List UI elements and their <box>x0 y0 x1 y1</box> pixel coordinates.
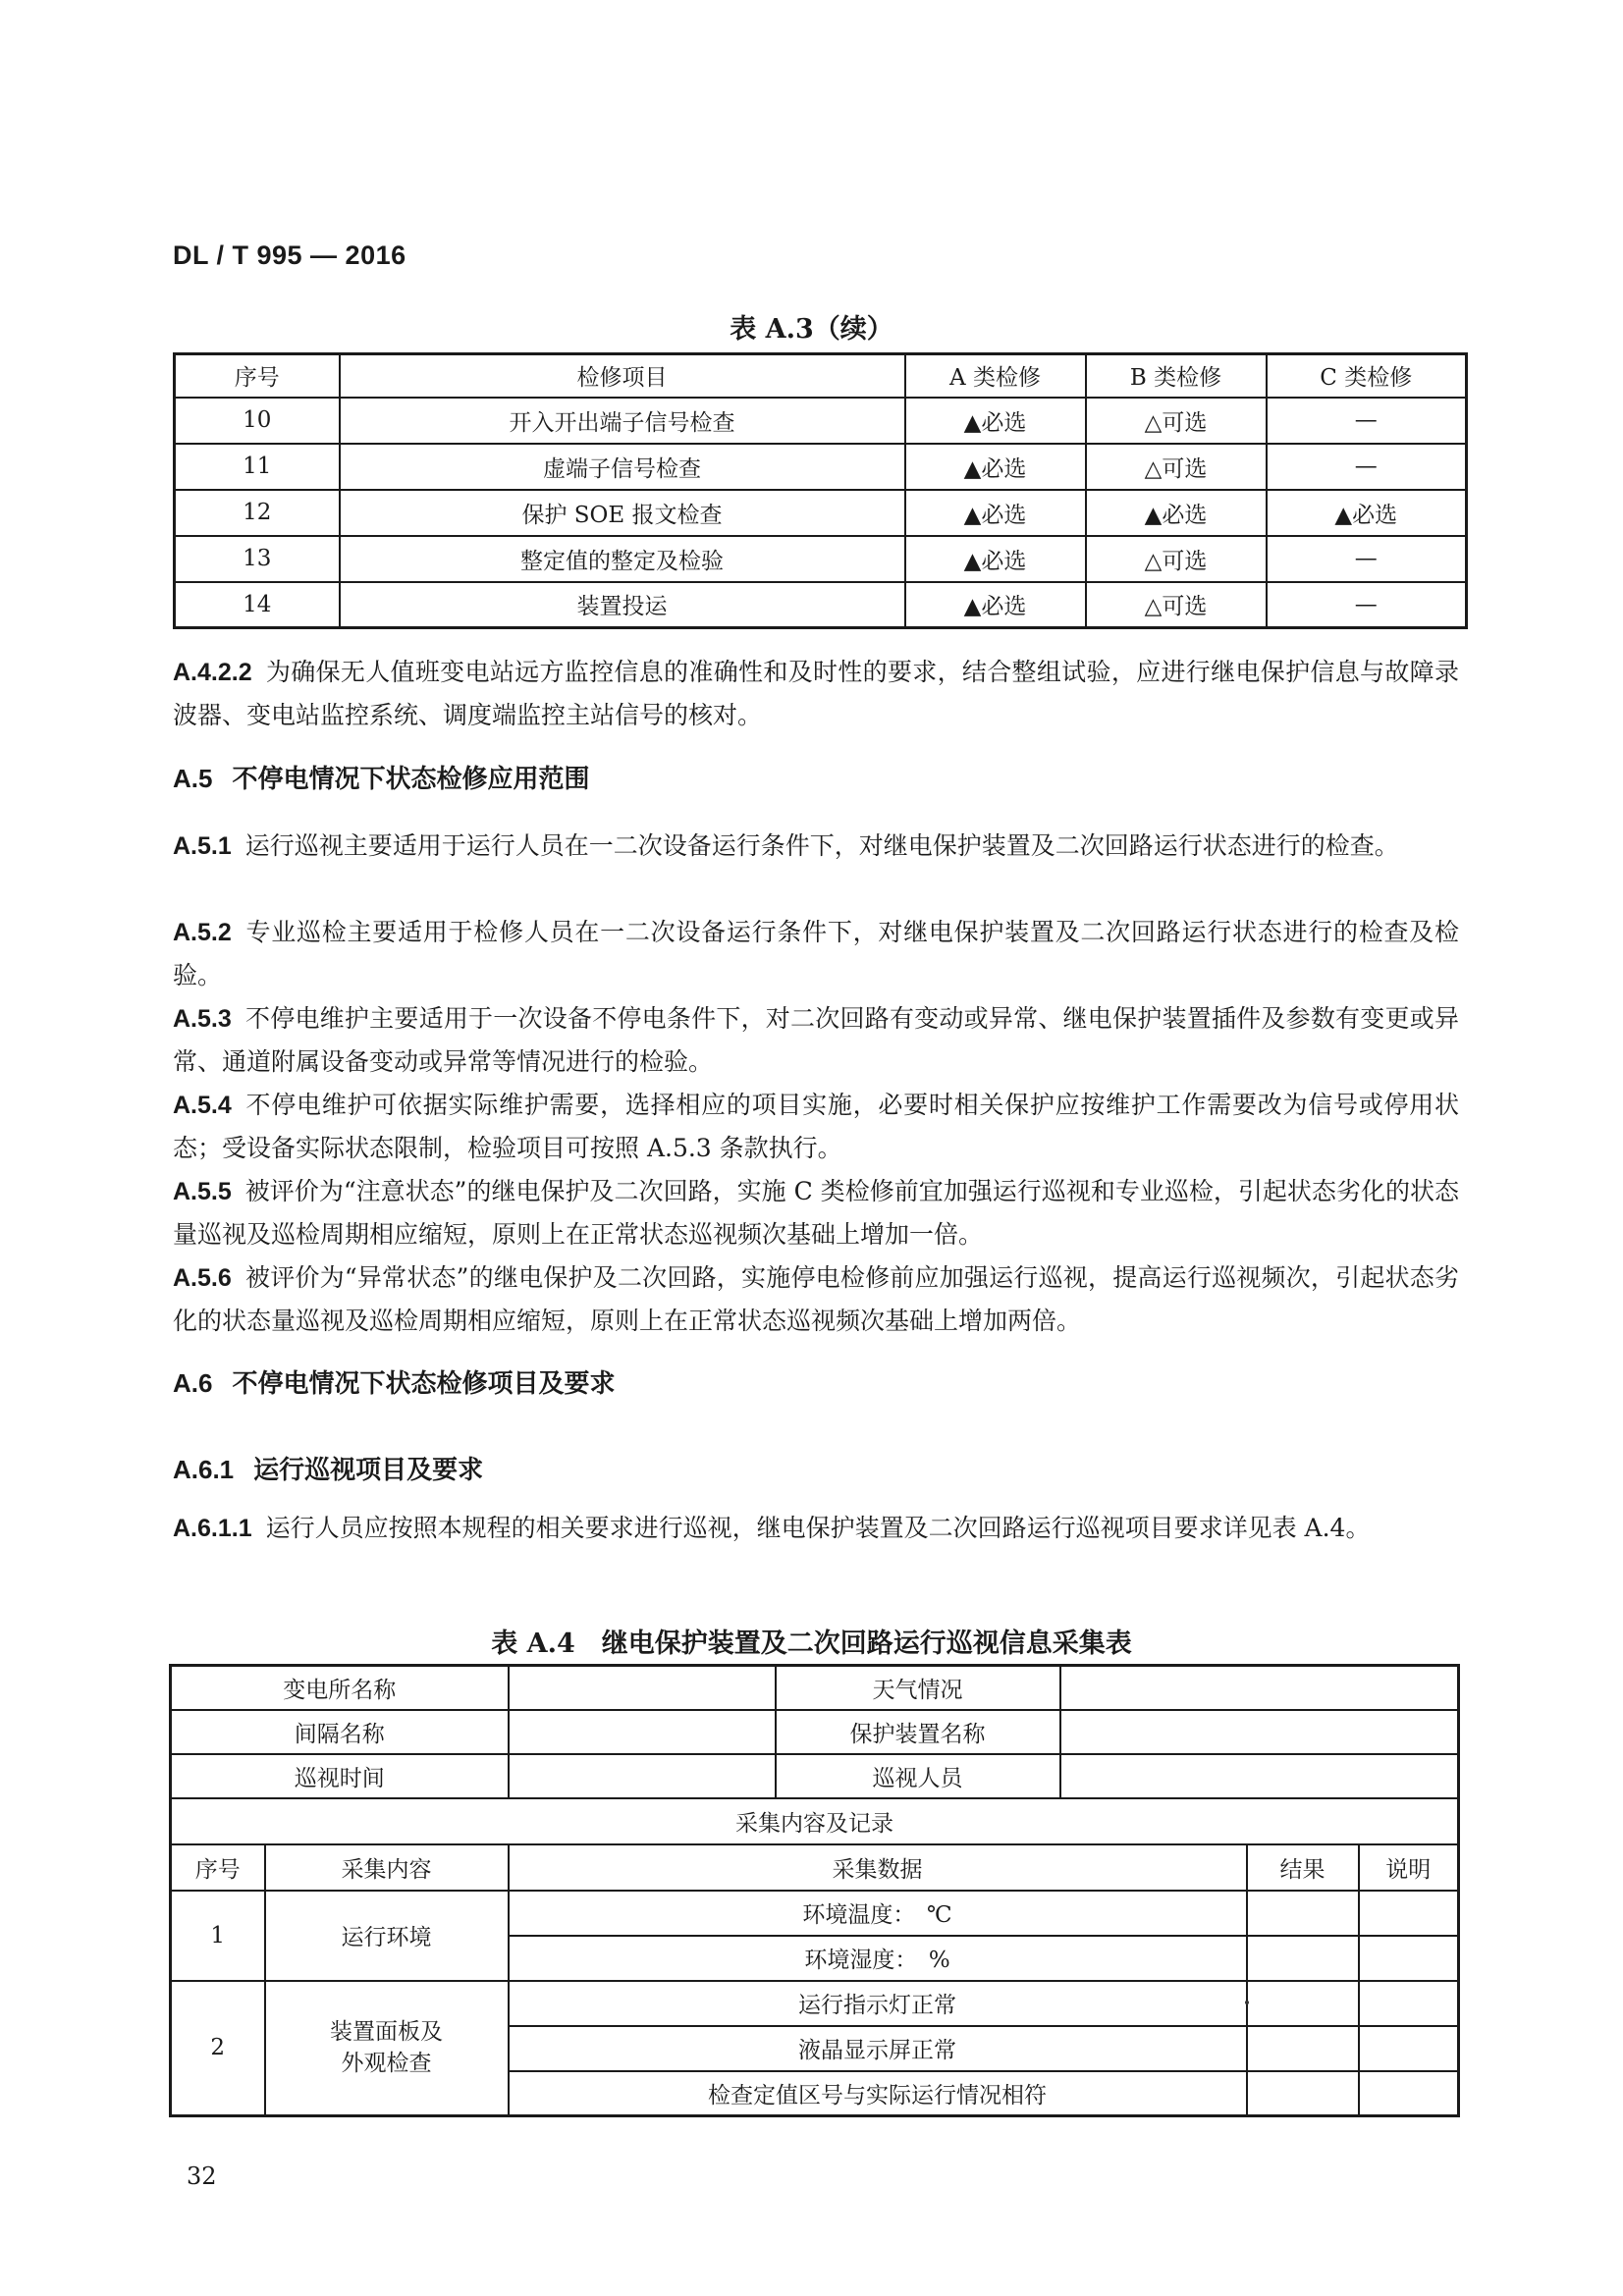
page-number: 32 <box>187 2163 217 2190</box>
data-item: 运行指示灯正常 <box>509 1981 1247 2026</box>
device-name-value <box>1060 1710 1459 1754</box>
clause-text: 运行巡视主要适用于运行人员在一二次设备运行条件下，对继电保护装置及二次回路运行状态进行的检查。 <box>244 831 1399 860</box>
section-title: 不停电情况下状态检修项目及要求 <box>232 1368 616 1398</box>
table-a4-caption: 表 A.4 继电保护装置及二次回路运行巡视信息采集表 <box>491 1629 1132 1659</box>
table-row <box>175 398 1467 444</box>
table-a3-header-row <box>175 354 1467 398</box>
clause-number: A.5.4 <box>173 1092 232 1119</box>
collection-section-title: 采集内容及记录 <box>171 1798 1459 1844</box>
clause-number: A.5.6 <box>173 1264 232 1292</box>
table-a3-caption: 表 A.3（续） <box>730 314 893 345</box>
table-cell: ▲必选 <box>905 536 1086 582</box>
bay-name-value <box>509 1710 776 1754</box>
table-cell: △可选 <box>1086 582 1267 628</box>
table-header-row <box>171 1844 1459 1891</box>
note-cell <box>1359 2026 1459 2071</box>
section-heading-a61 <box>173 1450 483 1486</box>
result-cell <box>1247 1981 1359 2026</box>
data-item: 环境湿度： % <box>509 1936 1247 1981</box>
scan-speck <box>1245 2001 1249 2004</box>
table-row <box>171 1666 1459 1710</box>
clause-a51 <box>173 825 1459 868</box>
table-a3-header-cell: 检修项目 <box>340 354 905 398</box>
table-row <box>171 1891 1459 1936</box>
table-row <box>175 444 1467 490</box>
table-cell: ▲必选 <box>905 582 1086 628</box>
clause-a56 <box>173 1256 1459 1343</box>
clause-text: 为确保无人值班变电站远方监控信息的准确性和及时性的要求，结合整组试验，应进行继电保护信息与故障录波器、变电站监控系统、调度端监控主站信号的核对。 <box>173 658 1459 729</box>
group-number: 2 <box>171 1981 265 2116</box>
clause-a55 <box>173 1170 1459 1256</box>
group-content-line: 装置面板及 <box>330 2019 443 2046</box>
clause-number: A.5.2 <box>173 919 232 946</box>
table-a3-header-cell: C 类检修 <box>1267 354 1467 398</box>
clause-text: 被评价为“异常状态”的继电保护及二次回路，实施停电检修前应加强运行巡视，提高运行巡视频次，引起状态劣化的状态量巡视及巡检周期相应缩短，原则上在正常状态巡视频次基础上增加两倍。 <box>173 1263 1459 1335</box>
clause-a611 <box>173 1507 1459 1550</box>
table-row <box>175 490 1467 536</box>
result-cell <box>1247 1936 1359 1981</box>
table-a3 <box>173 352 1468 629</box>
station-name-value <box>509 1666 776 1710</box>
note-cell <box>1359 1981 1459 2026</box>
clause-number: A.5.3 <box>173 1005 232 1033</box>
table-cell: △可选 <box>1086 398 1267 444</box>
table-cell: ▲必选 <box>905 444 1086 490</box>
clause-a52 <box>173 911 1459 997</box>
table-cell: 保护 SOE 报文检查 <box>340 490 905 536</box>
section-number: A.5 <box>173 764 213 793</box>
table-cell: 整定值的整定及检验 <box>340 536 905 582</box>
patrol-time-value <box>509 1754 776 1798</box>
section-title: 不停电情况下状态检修应用范围 <box>232 764 590 793</box>
table-row <box>171 1981 1459 2026</box>
table-cell: — <box>1267 536 1467 582</box>
column-header-content: 采集内容 <box>265 1844 509 1891</box>
data-item: 检查定值区号与实际运行情况相符 <box>509 2071 1247 2116</box>
clause-text: 专业巡检主要适用于检修人员在一二次设备运行条件下，对继电保护装置及二次回路运行状态进行的检查及检验。 <box>173 918 1459 989</box>
device-name-label: 保护装置名称 <box>776 1710 1060 1754</box>
table-a3-header-cell: A 类检修 <box>905 354 1086 398</box>
table-row <box>175 536 1467 582</box>
table-cell: 装置投运 <box>340 582 905 628</box>
table-cell: 虚端子信号检查 <box>340 444 905 490</box>
clause-text: 不停电维护可依据实际维护需要，选择相应的项目实施，必要时相关保护应按维护工作需要改为信号或停用状态；受设备实际状态限制，检验项目可按照 A.5.3 条款执行。 <box>173 1091 1459 1162</box>
note-cell <box>1359 1891 1459 1936</box>
table-row <box>171 1798 1459 1844</box>
table-cell: △可选 <box>1086 536 1267 582</box>
note-cell <box>1359 2071 1459 2116</box>
clause-number: A.5.1 <box>173 832 232 860</box>
column-header-no: 序号 <box>171 1844 265 1891</box>
note-cell <box>1359 1936 1459 1981</box>
group-content <box>265 1981 509 2116</box>
weather-label: 天气情况 <box>776 1666 1060 1710</box>
table-cell: ▲必选 <box>1267 490 1467 536</box>
clause-number: A.4.2.2 <box>173 659 252 686</box>
table-cell: △可选 <box>1086 444 1267 490</box>
table-cell: ▲必选 <box>1086 490 1267 536</box>
table-row <box>171 1754 1459 1798</box>
patrol-person-label: 巡视人员 <box>776 1754 1060 1798</box>
weather-value <box>1060 1666 1459 1710</box>
standard-code-header: DL / T 995 — 2016 <box>173 240 406 270</box>
table-a3-header-cell: B 类检修 <box>1086 354 1267 398</box>
table-a4 <box>169 1664 1460 2117</box>
table-a3-header-cell: 序号 <box>175 354 340 398</box>
table-cell: — <box>1267 582 1467 628</box>
bay-name-label: 间隔名称 <box>171 1710 509 1754</box>
data-item: 液晶显示屏正常 <box>509 2026 1247 2071</box>
clause-a422 <box>173 651 1459 737</box>
patrol-time-label: 巡视时间 <box>171 1754 509 1798</box>
result-cell <box>1247 1891 1359 1936</box>
section-heading-a5 <box>173 759 589 795</box>
result-cell <box>1247 2026 1359 2071</box>
clause-text: 运行人员应按照本规程的相关要求进行巡视，继电保护装置及二次回路运行巡视项目要求详见表 A.4。 <box>265 1514 1371 1542</box>
group-content: 运行环境 <box>265 1891 509 1981</box>
table-cell: ▲必选 <box>905 398 1086 444</box>
section-heading-a6 <box>173 1363 615 1400</box>
table-cell: 12 <box>175 490 340 536</box>
table-cell: ▲必选 <box>905 490 1086 536</box>
column-header-data: 采集数据 <box>509 1844 1247 1891</box>
group-content-line: 外观检查 <box>341 2051 432 2077</box>
section-number: A.6 <box>173 1368 213 1398</box>
table-cell: 11 <box>175 444 340 490</box>
table-cell: 开入开出端子信号检查 <box>340 398 905 444</box>
patrol-person-value <box>1060 1754 1459 1798</box>
table-row <box>171 1710 1459 1754</box>
table-cell: 13 <box>175 536 340 582</box>
clause-a53 <box>173 997 1459 1084</box>
data-item: 环境温度： ℃ <box>509 1891 1247 1936</box>
clause-text: 不停电维护主要适用于一次设备不停电条件下，对二次回路有变动或异常、继电保护装置插件及参数有变更或异常、通道附属设备变动或异常等情况进行的检验。 <box>173 1004 1459 1076</box>
clause-number: A.5.5 <box>173 1178 232 1205</box>
group-number: 1 <box>171 1891 265 1981</box>
column-header-note: 说明 <box>1359 1844 1459 1891</box>
table-cell: — <box>1267 398 1467 444</box>
result-cell <box>1247 2071 1359 2116</box>
clause-a54 <box>173 1084 1459 1170</box>
column-header-result: 结果 <box>1247 1844 1359 1891</box>
clause-text: 被评价为“注意状态”的继电保护及二次回路，实施 C 类检修前宜加强运行巡视和专业巡检，引起状态劣化的状态量巡视及巡检周期相应缩短，原则上在正常状态巡视频次基础上增加一倍。 <box>173 1177 1459 1249</box>
table-cell: 10 <box>175 398 340 444</box>
table-row <box>175 582 1467 628</box>
section-number: A.6.1 <box>173 1455 235 1484</box>
table-cell: — <box>1267 444 1467 490</box>
section-title: 运行巡视项目及要求 <box>253 1455 484 1484</box>
clause-number: A.6.1.1 <box>173 1515 252 1542</box>
table-cell: 14 <box>175 582 340 628</box>
station-name-label: 变电所名称 <box>171 1666 509 1710</box>
